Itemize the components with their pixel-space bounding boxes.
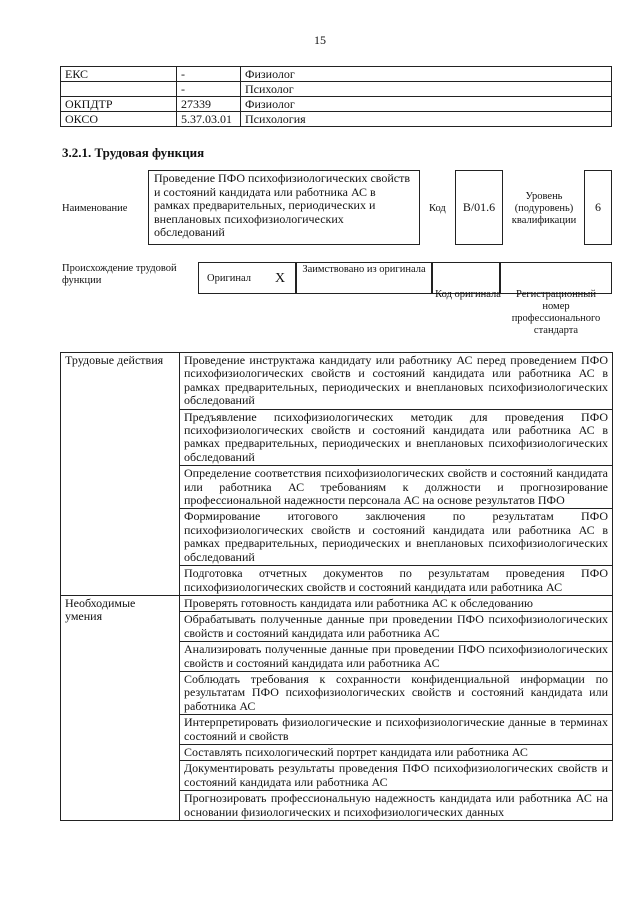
name-cell: Физиолог (241, 97, 612, 112)
item-cell: Формирование итогового заключения по результатам ПФО психофизиологических свойств и состояний кандидата или работника АС в рамках предварительных, периодических и внеплановых психофизиологических обследований (180, 509, 613, 566)
codes-table (60, 66, 612, 127)
page-number: 15 (314, 33, 326, 47)
origin-label: Происхождение трудовой функции (62, 263, 177, 286)
code-original-label: Код оригинала (435, 289, 501, 300)
code-cell: ОКСО (61, 112, 177, 127)
category-cell: Трудовые действия (61, 353, 180, 596)
table-row (61, 595, 613, 611)
item-cell: Определение соответствия психофизиологических свойств и состояний кандидата или работника АС требованиям к должности и прогнозирование профессиональной надежности персонала АС на основе результатов ПФО (180, 466, 613, 509)
name-cell: Психология (241, 112, 612, 127)
function-code-box: B/01.6 (455, 170, 503, 245)
item-cell: Соблюдать требования к сохранности конфиденциальной информации по результатам ПФО психофизиологических свойств и состояний кандидата или работника АС (180, 671, 613, 714)
item-cell: Предъявление психофизиологических методик для проведения ПФО психофизиологических свойств и состояний кандидата или работника АС в рамках предварительных, периодических и внеплановых психофизиологических обследований (180, 409, 613, 466)
category-cell: Необходимые умения (61, 595, 180, 820)
code-cell (61, 82, 177, 97)
original-label: Оригинал (207, 273, 251, 284)
table-row (61, 353, 613, 410)
name-cell: Психолог (241, 82, 612, 97)
number-cell: 5.37.03.01 (177, 112, 241, 127)
table-row (61, 97, 612, 112)
main-table (60, 352, 613, 821)
section-title: 3.2.1. Трудовая функция (62, 145, 205, 160)
table-row (61, 67, 612, 82)
table-row (61, 112, 612, 127)
number-cell: - (177, 67, 241, 82)
name-cell: Физиолог (241, 67, 612, 82)
original-mark: X (275, 271, 286, 286)
level-label: Уровень (подуровень) квалификации (511, 191, 577, 226)
item-cell: Составлять психологический портрет кандидата или работника АС (180, 744, 613, 760)
reg-number-label: Регистрационный номер профессионального стандарта (511, 289, 601, 336)
item-cell: Документировать результаты проведения ПФО психофизиологических свойств и состояний кандидата или работника АС (180, 761, 613, 791)
code-cell: ОКПДТР (61, 97, 177, 112)
code-label: Код (429, 203, 446, 214)
original-cell (198, 262, 296, 294)
borrowed-cell: Заимствовано из оригинала (296, 262, 432, 294)
item-cell: Интерпретировать физиологические и психофизиологические данные в терминах состояний и свойств (180, 715, 613, 745)
name-label: Наименование (62, 203, 128, 214)
code-cell: ЕКС (61, 67, 177, 82)
item-cell: Проведение инструктажа кандидату или работнику АС перед проведением ПФО психофизиологических свойств и состояний кандидата или работника АС в рамках предварительных, периодических и внеплановых психофизиологических обследований (180, 353, 613, 410)
number-cell: - (177, 82, 241, 97)
item-cell: Проверять готовность кандидата или работника АС к обследованию (180, 595, 613, 611)
item-cell: Обрабатывать полученные данные при проведении ПФО психофизиологических свойств и состояний кандидата или работника АС (180, 612, 613, 642)
item-cell: Анализировать полученные данные при проведении ПФО психофизиологических свойств и состояний кандидата или работника АС (180, 642, 613, 672)
item-cell: Подготовка отчетных документов по результатам проведения ПФО психофизиологических свойств и состояний кандидата или работника АС (180, 566, 613, 596)
function-name-box: Проведение ПФО психофизиологических свойств и состояний кандидата или работника АС в рамках предварительных, периодических и внеплановых психофизиологических обследований (148, 170, 420, 245)
item-cell: Прогнозировать профессиональную надежность кандидата или работника АС на основании физиологических и психофизиологических данных (180, 791, 613, 821)
number-cell: 27339 (177, 97, 241, 112)
table-row (61, 82, 612, 97)
level-box: 6 (584, 170, 612, 245)
